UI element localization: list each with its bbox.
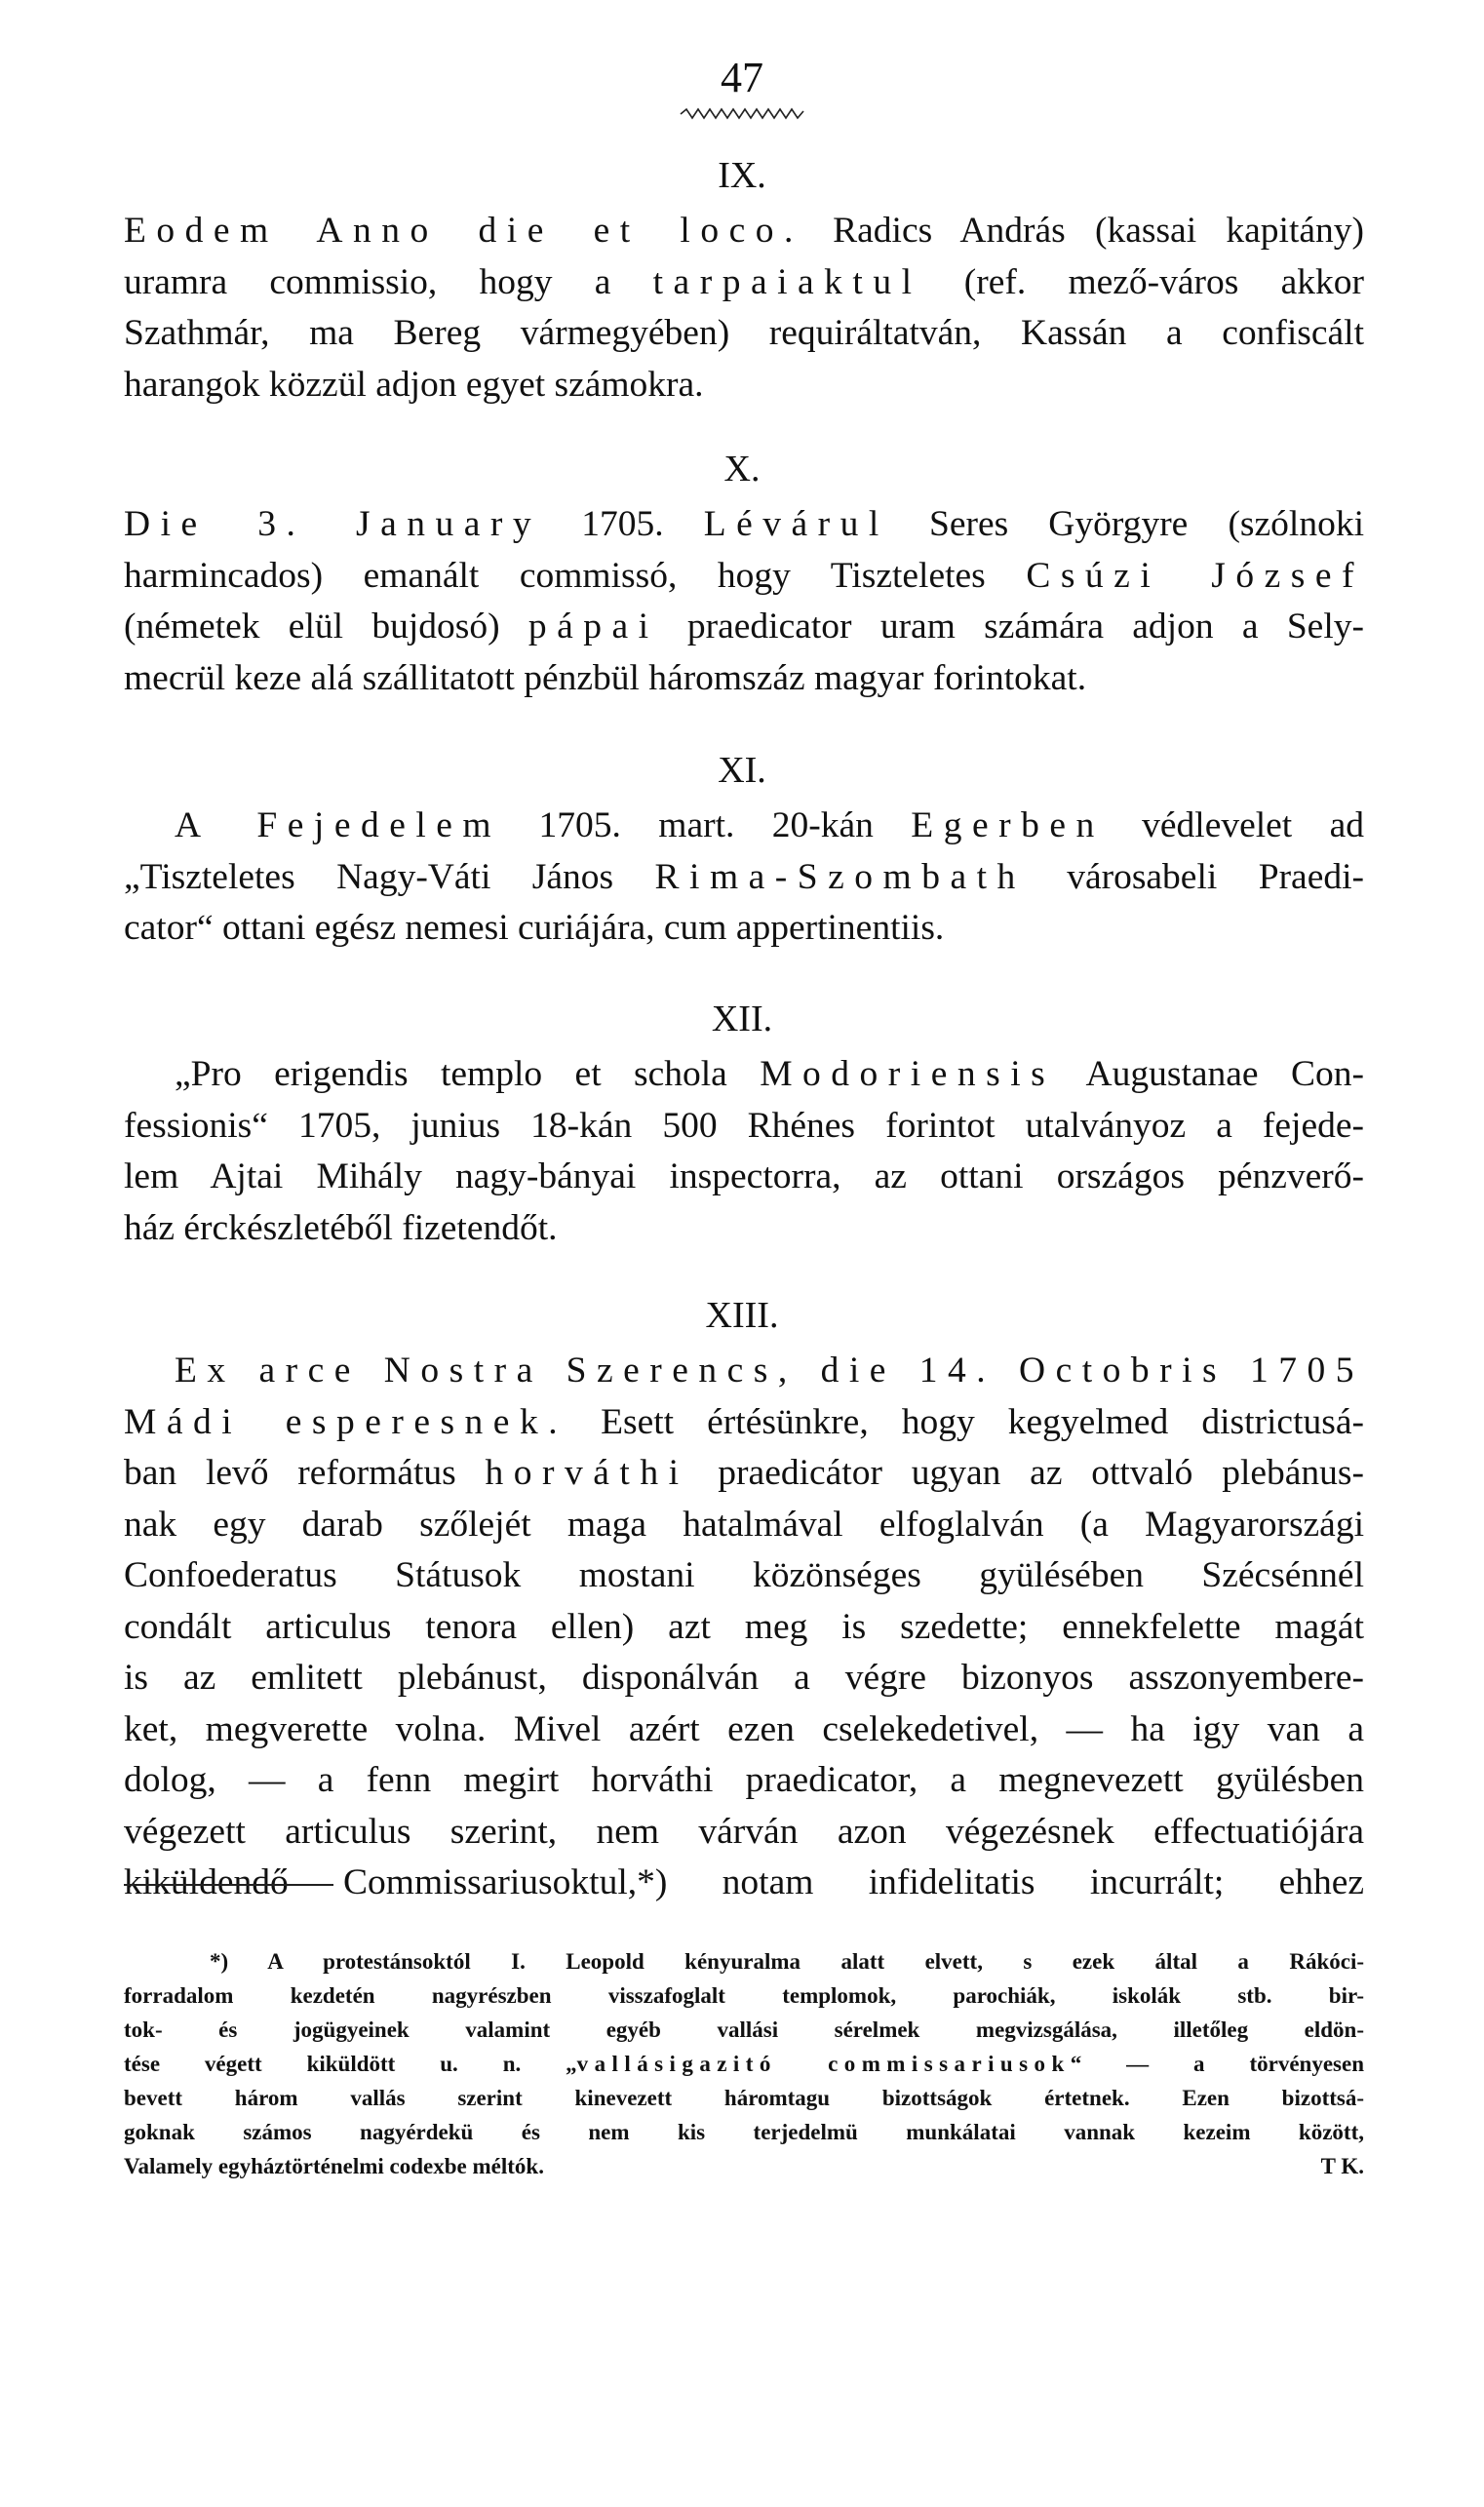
text-line: kiküldendő Commissariusoktul,*) notam infidelitatis incurrált; ehhez (124, 1862, 1364, 1902)
footnote-line: tése végett kiküldött u. n. „vallásigazitó commissariusok“ — a törvényesen (124, 2052, 1364, 2076)
text-line: Szathmár, ma Bereg vármegyében) requiráltatván, Kassán a confiscált (124, 313, 1364, 353)
section-xi-text (124, 801, 1364, 955)
footnote-signature: T K. (1320, 2154, 1364, 2178)
section-x-text (124, 499, 1364, 704)
section-xiii-text (124, 1346, 1364, 1909)
section-ix-text (124, 206, 1364, 411)
text-line: ket, megverette volna. Mivel azért ezen cselekedetivel, — ha igy van a (124, 1708, 1364, 1749)
footnote-line: tok- és jogügyeinek valamint egyéb vallási sérelmek megvizsgálása, illetőleg eldön- (124, 2017, 1364, 2042)
text-line: ban levő református horváthi praedicátor ugyan az ottvaló plebánus- (124, 1453, 1365, 1493)
footnote-line: *) A protestánsoktól I. Leopold kényuralma alatt elvett, s ezek által a Rákóci- (210, 1949, 1364, 1974)
text-line: fessionis“ 1705, junius 18-kán 500 Rhénes forintot utalványoz a fejede- (124, 1105, 1364, 1146)
section-heading-xi: XI. (718, 750, 766, 791)
text-line: harangok közzül adjon egyet számokra. (124, 364, 704, 405)
text-line: is az emlitett plebánust, disponálván a végre bizonyos asszonyembere- (124, 1658, 1364, 1698)
text-line: lem Ajtai Mihály nagy-bányai inspectorra, az ottani országos pénzverő- (124, 1156, 1364, 1196)
text-line: végezett articulus szerint, nem várván azon végezésnek effectuatiójára (124, 1811, 1364, 1852)
text-line: Mádi esperesnek. Esett értésünkre, hogy kegyelmed districtusá- (124, 1401, 1364, 1442)
ornament-divider (0, 105, 1484, 128)
text-line: cator“ ottani egész nemesi curiájára, cum appertinentiis. (124, 908, 945, 948)
text-line: condált articulus tenora ellen) azt meg is szedette; ennekfelette magát (124, 1606, 1364, 1647)
section-heading-ix: IX. (718, 155, 766, 196)
text-line: Ex arce Nostra Szerencs, die 14. Octobris 1705 (175, 1351, 1364, 1391)
footnote-line: goknak számos nagyérdekü és nem kis terjedelmü munkálatai vannak kezeim között, (124, 2120, 1364, 2144)
text-line: harmincados) emanált commissó, hogy Tiszteletes Csúzi József (124, 555, 1364, 596)
section-heading-xiii: XIII. (705, 1295, 779, 1336)
text-line: nak egy darab szőlejét maga hatalmával elfoglalván (a Magyarországi (124, 1504, 1364, 1545)
text-line: (németek elül bujdosó) pápai praedicator uram számára adjon a Sely- (124, 607, 1364, 646)
section-heading-xii: XII. (711, 999, 773, 1039)
text-line: uramra commissio, hogy a tarpaiaktul (ref. mező-város akkor (124, 261, 1364, 302)
section-xii-text (124, 1049, 1364, 1254)
footnote-line: bevett három vallás szerint kinevezett háromtagu bizottságok értetnek. Ezen bizottsá- (124, 2086, 1364, 2110)
text-line: Die 3. January 1705. Lévárul Seres Györgyre (szólnoki (124, 504, 1365, 544)
footnote-line: forradalom kezdetén nagyrészben visszafoglalt templomok, parochiák, iskolák stb. bir- (124, 1983, 1364, 2008)
footnote-divider (124, 1884, 333, 1886)
text-line: Confoederatus Státusok mostani közönséges gyülésében Szécsénnél (124, 1555, 1364, 1595)
text-line: Eodem Anno die et loco. Radics András (kassai kapitány) (124, 211, 1364, 251)
page-number: 47 (721, 54, 763, 101)
footnote-line: Valamely egyháztörténelmi codexbe méltók. (124, 2154, 544, 2178)
text-line: „Tiszteletes Nagy-Váti János Rima-Szombath városabeli Praedi- (124, 856, 1364, 897)
text-line: mecrül keze alá szállitatott pénzbül háromszáz magyar forintokat. (124, 657, 1087, 698)
footnote (124, 1944, 1364, 2183)
text-line: A Fejedelem 1705. mart. 20-kán Egerben védlevelet ad (175, 805, 1365, 845)
text-line: dolog, — a fenn megirt horváthi praedicator, a megnevezett gyülésben (124, 1760, 1364, 1800)
wave-ornament-icon (679, 105, 805, 123)
section-heading-x: X. (723, 449, 761, 490)
text-line: ház érckészletéből fizetendőt. (124, 1207, 558, 1248)
text-line: „Pro erigendis templo et schola Modoriensis Augustanae Con- (175, 1054, 1364, 1094)
